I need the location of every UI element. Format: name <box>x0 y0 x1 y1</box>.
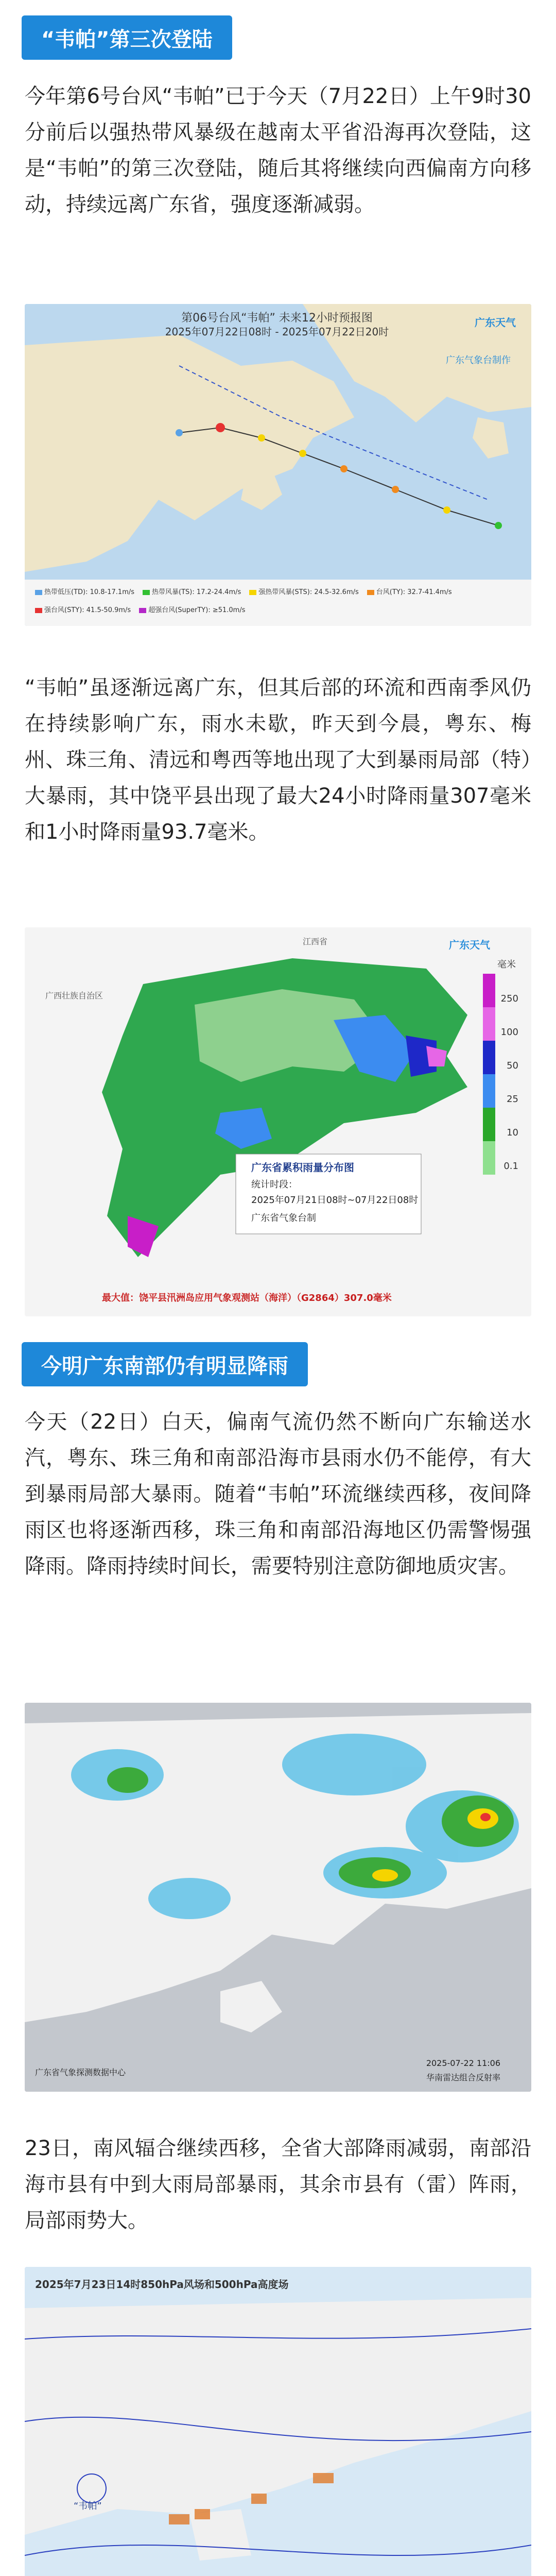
rainfall-map-graphic <box>25 927 531 1316</box>
typhoon-track-map[interactable] <box>25 304 531 626</box>
rainfall-color-scale <box>483 974 495 1175</box>
wind-field-23-title: 2025年7月23日14时850hPa风场和500hPa高度场 <box>35 2278 289 2291</box>
legend-item-ty: 台风(TY): 32.7-41.4m/s <box>367 586 452 596</box>
radar-note: 华南雷达组合反射率 <box>426 2073 500 2082</box>
radar-source: 广东省气象探测数据中心 <box>35 2067 126 2077</box>
legend-item-superty: 超强台风(SuperTY): ≥51.0m/s <box>139 604 245 614</box>
radar-mosaic-map[interactable] <box>25 1703 531 2092</box>
radar-map-graphic <box>25 1703 531 2092</box>
paragraph-rainfall: “韦帕”虽逐渐远离广东，但其后部的环流和西南季风仍在持续影响广东，雨水未歇，昨天到今晨，粤东、梅州、珠三角、清远和粤西等地出现了大到暴雨局部（特）大暴雨，其中饶平县出现了最大24小时降雨量307毫米和1小时降雨量93.7毫米。 <box>25 676 531 844</box>
rainfall-map[interactable] <box>25 927 531 1316</box>
rainfall-box-line3: 广东省气象台制 <box>251 1213 316 1224</box>
radar-time: 2025-07-22 11:06 <box>426 2058 500 2068</box>
rainfall-top-label: 江西省 <box>303 937 328 946</box>
scale-label-10: 10 <box>507 1127 518 1138</box>
legend-item-td: 热带低压(TD): 10.8-17.1m/s <box>35 586 134 596</box>
rainfall-unit: 毫米 <box>497 959 516 970</box>
track-map-brand: 广东天气 <box>475 316 516 329</box>
rainfall-box-line2: 2025年07月21日08时~07月22日08时 <box>251 1195 419 1206</box>
paragraph-today-forecast: 今天（22日）白天，偏南气流仍然不断向广东输送水汽，粤东、珠三角和南部沿海市县雨水仍不能停，有大到暴雨局部大暴雨。随着“韦帕”环流继续西移，夜间降雨区也将逐渐西移，珠三角和南部沿海地区仍需警惕强降雨。降雨持续时间长，需要特别注意防御地质灾害。 <box>25 1410 531 1578</box>
rainfall-brand: 广东天气 <box>449 939 490 951</box>
legend-item-sts: 强热带风暴(STS): 24.5-32.6m/s <box>249 586 359 596</box>
wind-field-23-typhoon-label: “韦帕” <box>74 2501 102 2512</box>
scale-label-0-1: 0.1 <box>503 1161 518 1172</box>
track-map-source: 广东气象台制作 <box>446 355 511 366</box>
legend-item-sty: 强台风(STY): 41.5-50.9m/s <box>35 604 131 614</box>
wind-field-23-graphic <box>25 2267 531 2576</box>
section-title-south-rain: 今明广东南部仍有明显降雨 <box>22 1342 308 1386</box>
rainfall-left-label: 广西壮族自治区 <box>45 991 103 1001</box>
rainfall-max-value: 最大值：饶平县汛洲岛应用气象观测站（海洋）（G2864）307.0毫米 <box>102 1293 392 1303</box>
legend-item-ts: 热带风暴(TS): 17.2-24.4m/s <box>143 586 241 596</box>
scale-label-100: 100 <box>500 1027 518 1038</box>
track-map-title: 第06号台风“韦帕” 未来12小时预报图 <box>181 312 373 325</box>
wind-field-map-23[interactable] <box>25 2267 531 2576</box>
track-map-graphic <box>25 304 531 626</box>
paragraph-23rd: 23日，南风辐合继续西移，全省大部降雨减弱，南部沿海市县有中到大雨局部暴雨，其余市县有（雷）阵雨，局部雨势大。 <box>25 2137 531 2232</box>
section-title-landfall: “韦帕”第三次登陆 <box>22 15 232 60</box>
scale-label-250: 250 <box>500 993 518 1004</box>
paragraph-landfall: 今年第6号台风“韦帕”已于今天（7月22日）上午9时30分前后以强热带风暴级在越南太平省沿海再次登陆，这是“韦帕”的第三次登陆，随后其将继续向西偏南方向移动，持续远离广东省，强度逐渐减弱。 <box>25 84 531 216</box>
rainfall-box-line1: 统计时段： <box>251 1179 298 1190</box>
scale-label-25: 25 <box>507 1094 518 1105</box>
rainfall-box-title: 广东省累积雨量分布图 <box>251 1161 354 1174</box>
scale-label-50: 50 <box>507 1060 518 1071</box>
track-map-subtitle: 2025年07月22日08时 - 2025年07月22日20时 <box>165 326 389 338</box>
track-map-legend <box>35 586 519 614</box>
